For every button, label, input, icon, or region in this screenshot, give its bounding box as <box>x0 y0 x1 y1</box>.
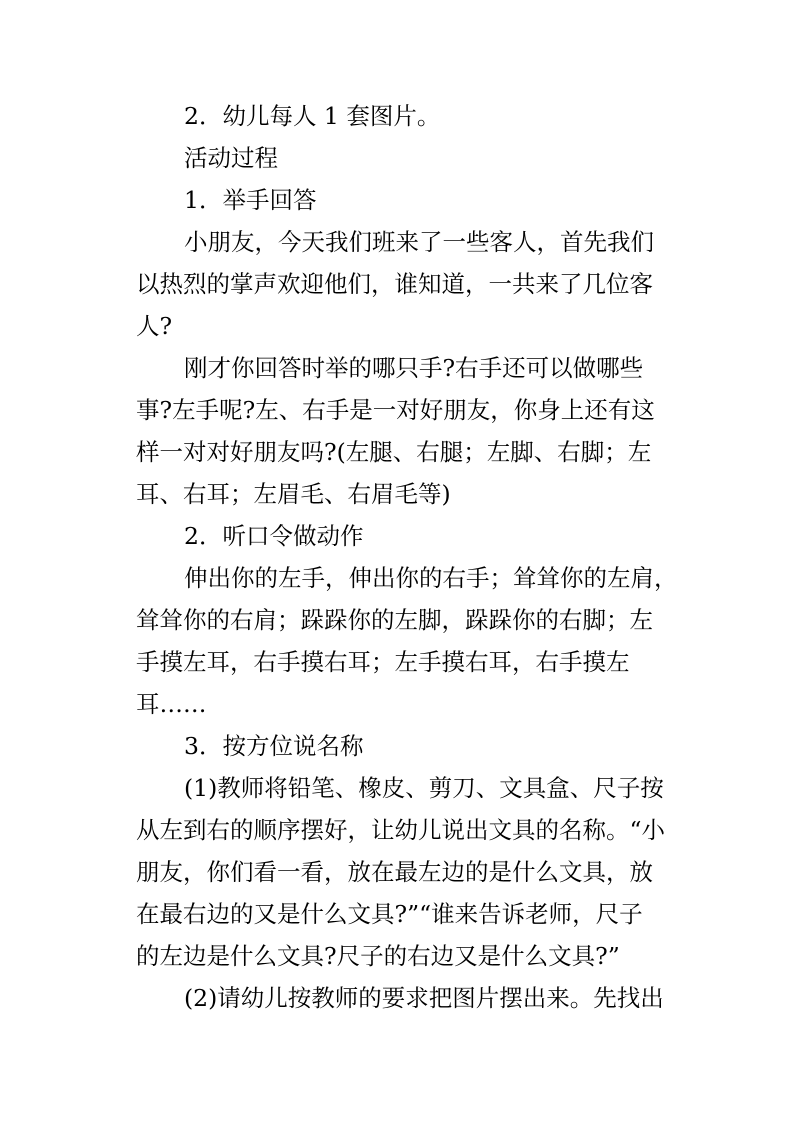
paragraph-text: 从左到右的顺序摆好，让幼儿说出文具的名称。“小 <box>136 816 666 844</box>
paragraph-text: 小朋友，今天我们班来了一些客人，首先我们 <box>184 228 654 256</box>
section-heading-activity-process-text: 活动过程 <box>184 144 278 172</box>
paragraph-text: 伸出你的左手，伸出你的右手；耸耸你的左肩， <box>184 564 678 592</box>
step-heading-1 <box>0 180 794 220</box>
paragraph-text: 在最右边的又是什么文具?”“谁来告诉老师，尺子 <box>136 900 643 928</box>
paragraph-text: 样一对对好朋友吗?(左腿、右腿；左脚、右脚；左 <box>136 438 652 466</box>
paragraph-line <box>0 600 794 640</box>
paragraph-line <box>0 432 794 472</box>
step-heading-3-text: 3．按方位说名称 <box>184 732 364 760</box>
paragraph-line <box>0 978 794 1018</box>
paragraph-line <box>0 810 794 850</box>
paragraph-text: 的左边是什么文具?尺子的右边又是什么文具?” <box>136 942 620 970</box>
step-heading-2 <box>0 516 794 556</box>
step-heading-1-text: 1．举手回答 <box>184 186 317 214</box>
step-heading-3 <box>0 726 794 766</box>
paragraph-line <box>0 306 794 346</box>
paragraph-text: (2)请幼儿按教师的要求把图片摆出来。先找出 <box>184 984 664 1012</box>
paragraph-text: 耸耸你的右肩；跺跺你的左脚，跺跺你的右脚；左 <box>136 606 653 634</box>
paragraph-line <box>0 390 794 430</box>
paragraph-line <box>0 348 794 388</box>
section-heading-activity-process <box>0 138 794 178</box>
paragraph-line <box>0 768 794 808</box>
paragraph-line <box>0 642 794 682</box>
line-materials-text: 2．幼儿每人 1 套图片。 <box>184 102 441 130</box>
paragraph-line <box>0 264 794 304</box>
paragraph-line <box>0 684 794 724</box>
paragraph-line <box>0 852 794 892</box>
line-materials <box>0 96 794 136</box>
step-heading-2-text: 2．听口令做动作 <box>184 522 364 550</box>
paragraph-text: 手摸左耳，右手摸右耳；左手摸右耳，右手摸左 <box>136 648 630 676</box>
paragraph-text: 朋友，你们看一看，放在最左边的是什么文具，放 <box>136 858 653 886</box>
paragraph-text: 耳…… <box>136 690 207 718</box>
paragraph-text: 刚才你回答时举的哪只手?右手还可以做哪些 <box>184 354 644 382</box>
paragraph-text: 以热烈的掌声欢迎他们，谁知道，一共来了几位客 <box>136 270 653 298</box>
paragraph-line <box>0 936 794 976</box>
paragraph-text: 人? <box>136 312 173 340</box>
paragraph-line <box>0 222 794 262</box>
paragraph-line <box>0 474 794 514</box>
paragraph-line <box>0 894 794 934</box>
paragraph-text: 事?左手呢?左、右手是一对好朋友，你身上还有这 <box>136 396 655 424</box>
paragraph-line <box>0 558 794 598</box>
paragraph-text: (1)教师将铅笔、橡皮、剪刀、文具盒、尺子按 <box>184 774 664 802</box>
paragraph-text: 耳、右耳；左眉毛、右眉毛等) <box>136 480 451 508</box>
